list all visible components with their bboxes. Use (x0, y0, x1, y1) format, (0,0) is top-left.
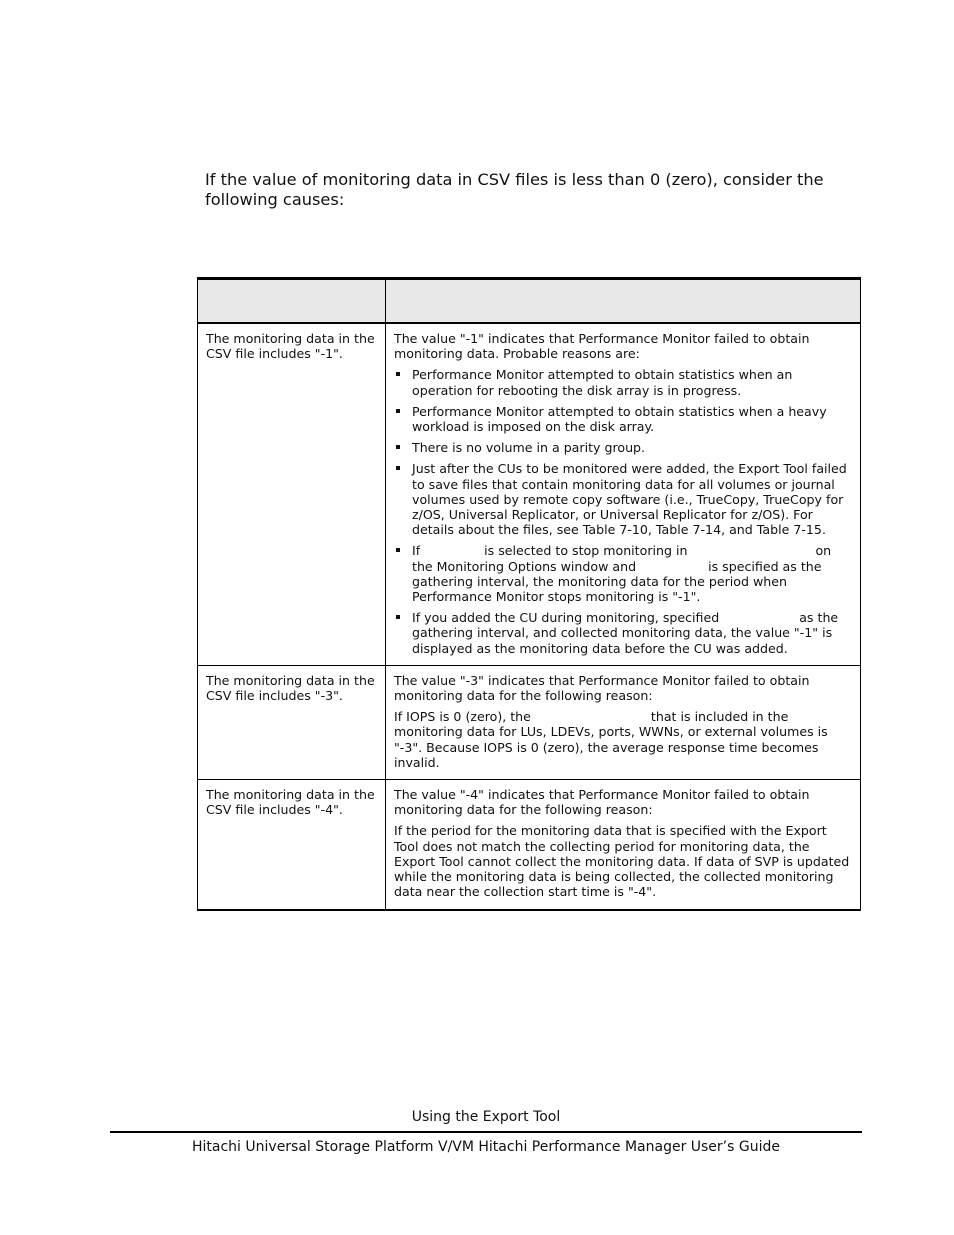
symptom-cell: The monitoring data in the CSV file includes "-1". (198, 323, 386, 665)
cause-detail (394, 709, 852, 770)
symptom-cell: The monitoring data in the CSV file includes "-3". (198, 665, 386, 779)
cause-cell (386, 780, 861, 910)
table-row (198, 780, 861, 910)
table-row (198, 323, 861, 665)
list-item (394, 543, 852, 604)
text-fragment: that is included in the monitoring data for LUs, LDEVs, ports, WWNs, or external volumes is "-3". Because IOPS is 0 (zero), the average response time becomes invalid. (394, 709, 828, 770)
cause-detail: If the period for the monitoring data that is specified with the Export Tool does not match the collecting period for monitoring data, the Export Tool cannot collect the monitoring data. If data of SVP is updated while the monitoring data is being collected, the collected monitoring data near the collection start time is "-4". (394, 823, 850, 900)
table-row (198, 665, 861, 779)
intro-paragraph: If the value of monitoring data in CSV files is less than 0 (zero), consider the following causes: (205, 170, 824, 209)
text-fragment: as the gathering interval, and collected monitoring data, the value "-1" is displayed as the monitoring data before the CU was added. (412, 610, 839, 656)
text-fragment: If you added the CU during monitoring, specified (412, 610, 720, 626)
list-item: Just after the CUs to be monitored were added, the Export Tool failed to save files that contain monitoring data for all volumes or journal volumes used by remote copy software (i.e., TrueCopy, TrueCopy for z/OS, Universal Replicator, or Universal Replicator for z/OS). For details about the files, see Table 7-10, Table 7-14, and Table 7-15. (394, 461, 852, 537)
cause-lead: The value "-1" indicates that Performance Monitor failed to obtain monitoring data. Probable reasons are: (394, 331, 810, 362)
list-item: Performance Monitor attempted to obtain statistics when a heavy workload is imposed on the disk array. (394, 404, 852, 434)
text-fragment: is specified as the gathering interval, the monitoring data for the period when Performance Monitor stops monitoring is "-1". (412, 558, 822, 605)
text-fragment: If IOPS is 0 (zero), the (394, 709, 531, 725)
list-item: Performance Monitor attempted to obtain statistics when an operation for rebooting the disk array is in progress. (394, 367, 852, 397)
header-cell-causes (386, 279, 861, 324)
table-header-row (198, 279, 861, 324)
cause-cell (386, 323, 861, 665)
footer-guide-title: Hitachi Universal Storage Platform V/VM Hitachi Performance Manager User’s Guide (192, 1139, 780, 1155)
text-fragment: on the Monitoring Options window and (412, 543, 832, 574)
text-fragment: is selected to stop monitoring in (484, 543, 688, 559)
footer-divider (110, 1131, 862, 1133)
list-item: There is no volume in a parity group. (394, 440, 852, 455)
causes-table-container (197, 277, 861, 911)
cause-lead: The value "-3" indicates that Performance Monitor failed to obtain monitoring data for the following reason: (394, 672, 810, 704)
causes-table (197, 277, 861, 911)
header-cell-problem (198, 279, 386, 324)
list-item (394, 610, 852, 656)
cause-lead: The value "-4" indicates that Performance Monitor failed to obtain monitoring data for the following reason: (394, 787, 810, 818)
symptom-cell: The monitoring data in the CSV file includes "-4". (198, 780, 386, 910)
cause-list (394, 367, 852, 655)
footer-section-title: Using the Export Tool (411, 1109, 561, 1125)
text-fragment: If (412, 543, 421, 559)
cause-cell (386, 665, 861, 779)
